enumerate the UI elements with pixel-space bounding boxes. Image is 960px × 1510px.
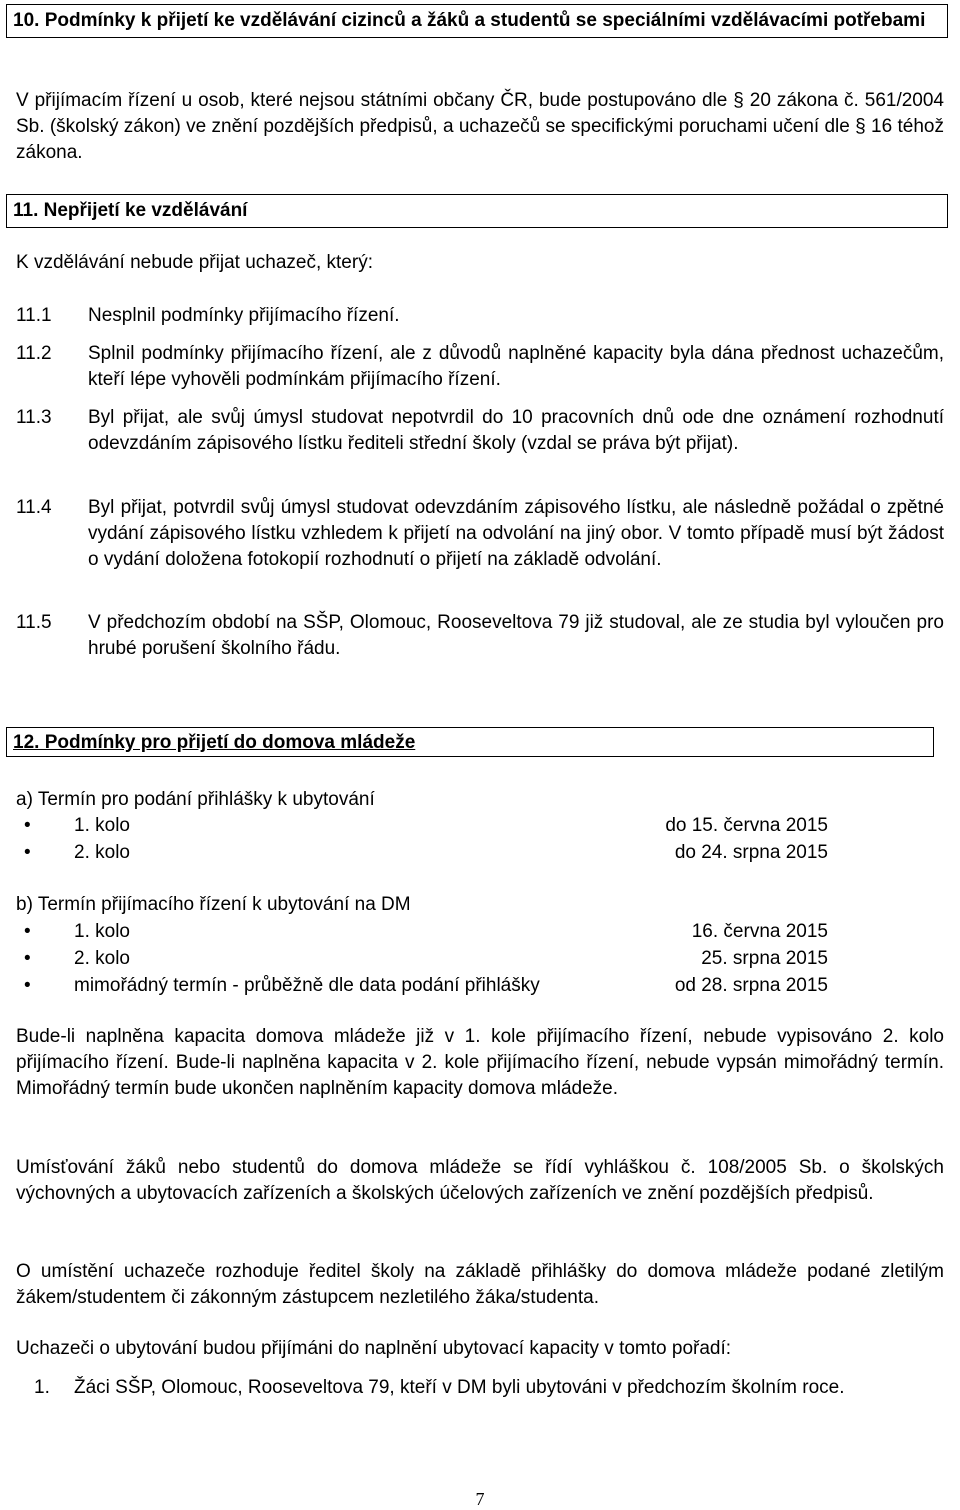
item-number: 11.1 (16, 305, 52, 326)
section-12-heading: 12. Podmínky pro přijetí do domova mládeže (13, 732, 416, 753)
section-11-heading: 11. Nepřijetí ke vzdělávání (6, 194, 948, 228)
list-item (16, 918, 828, 945)
term-date: od 28. srpna 2015 (674, 975, 828, 996)
item-number: 1. (34, 1377, 50, 1398)
item-text: Žáci SŠP, Olomouc, Rooseveltova 79, kteří v DM byli ubytováni v předchozím školním roce. (74, 1377, 845, 1398)
item-text: Nesplnil podmínky přijímacího řízení. (88, 305, 400, 326)
paragraph-order: Uchazeči o ubytování budou přijímáni do naplnění ubytovací kapacity v tomto pořadí: (16, 1338, 732, 1359)
term-label: 2. kolo (74, 948, 130, 969)
bullet-icon: • (24, 815, 31, 836)
section-11-intro: K vzdělávání nebude přijat uchazeč, který: (16, 252, 373, 273)
term-label: 2. kolo (74, 842, 130, 863)
item-text: Splnil podmínky přijímacího řízení, ale z důvodů naplněné kapacity byla dána přednost uchazečům, kteří lépe vyhověli podmínkám přijímacího řízení. (88, 343, 944, 390)
term-label: 1. kolo (74, 921, 130, 942)
page-number: 7 (475, 1489, 485, 1509)
term-date: do 24. srpna 2015 (674, 842, 828, 863)
item-number: 11.5 (16, 612, 52, 633)
item-text: Byl přijat, ale svůj úmysl studovat nepotvrdil do 10 pracovních dnů ode dne oznámení rozhodnutí odevzdáním zápisového lístku řediteli střední školy (vzdal se práva být přijat). (88, 407, 944, 454)
bullet-icon: • (24, 842, 31, 863)
bullet-icon: • (24, 948, 31, 969)
paragraph-regulation: Umísťování žáků nebo studentů do domova mládeže se řídí vyhláškou č. 108/2005 Sb. o školských výchovných a ubytovacích zařízeních a školských účelových zařízeních ve znění pozdějších předpisů. (16, 1157, 944, 1204)
term-label: 1. kolo (74, 815, 130, 836)
paragraph-capacity: Bude-li naplněna kapacita domova mládeže již v 1. kole přijímacího řízení, nebude vypisováno 2. kolo přijímacího řízení. Bude-li naplněna kapacita v 2. kole přijímacího řízení, nebude vypsán mimořádný termín. Mimořádný termín bude ukončen naplněním kapacity domova mládeže. (16, 1026, 944, 1099)
item-number: 11.2 (16, 343, 52, 364)
subsection-a-title: a) Termín pro podání přihlášky k ubytování (16, 789, 375, 810)
term-date: do 15. června 2015 (665, 815, 828, 836)
bullet-icon: • (24, 921, 31, 942)
list-item (16, 610, 944, 662)
section-10-heading: 10. Podmínky k přijetí ke vzdělávání cizinců a žáků a studentů se speciálními vzdělávacími potřebami (6, 4, 948, 38)
item-number: 11.4 (16, 497, 52, 518)
section-12-heading-box (6, 727, 934, 757)
subsection-b-title: b) Termín přijímacího řízení k ubytování na DM (16, 894, 411, 915)
term-date: 25. srpna 2015 (701, 948, 828, 969)
list-item (16, 495, 944, 573)
list-item (16, 839, 828, 866)
list-item (16, 341, 944, 393)
item-text: Byl přijat, potvrdil svůj úmysl studovat odevzdáním zápisového lístku, ale následně požádal o zpětné vydání zápisového lístku vzhledem k přijetí na odvolání na jiný obor. V tomto případě musí být žádost o vydání doložena fotokopií rozhodnutí o přijetí na základě odvolání. (88, 497, 944, 570)
term-date: 16. června 2015 (691, 921, 828, 942)
ordered-list-item (34, 1375, 924, 1401)
term-label: mimořádný termín - průběžně dle data podání přihlášky (74, 975, 540, 996)
list-item (16, 812, 828, 839)
paragraph-decision: O umístění uchazeče rozhoduje ředitel školy na základě přihlášky do domova mládeže podané zletilým žákem/studentem či zákonným zástupcem nezletilého žáka/studenta. (16, 1261, 944, 1308)
list-item (16, 945, 828, 972)
list-item (16, 405, 944, 457)
section-10-text: V přijímacím řízení u osob, které nejsou státními občany ČR, bude postupováno dle § 20 zákona č. 561/2004 Sb. (školský zákon) ve znění pozdějších předpisů, a uchazečů se specifickými poruchami učení dle § 16 téhož zákona. (16, 90, 944, 163)
bullet-icon: • (24, 975, 31, 996)
list-item (16, 303, 944, 329)
list-item (16, 972, 828, 999)
item-number: 11.3 (16, 407, 52, 428)
item-text: V předchozím období na SŠP, Olomouc, Rooseveltova 79 již studoval, ale ze studia byl vyloučen pro hrubé porušení školního řádu. (88, 612, 944, 659)
